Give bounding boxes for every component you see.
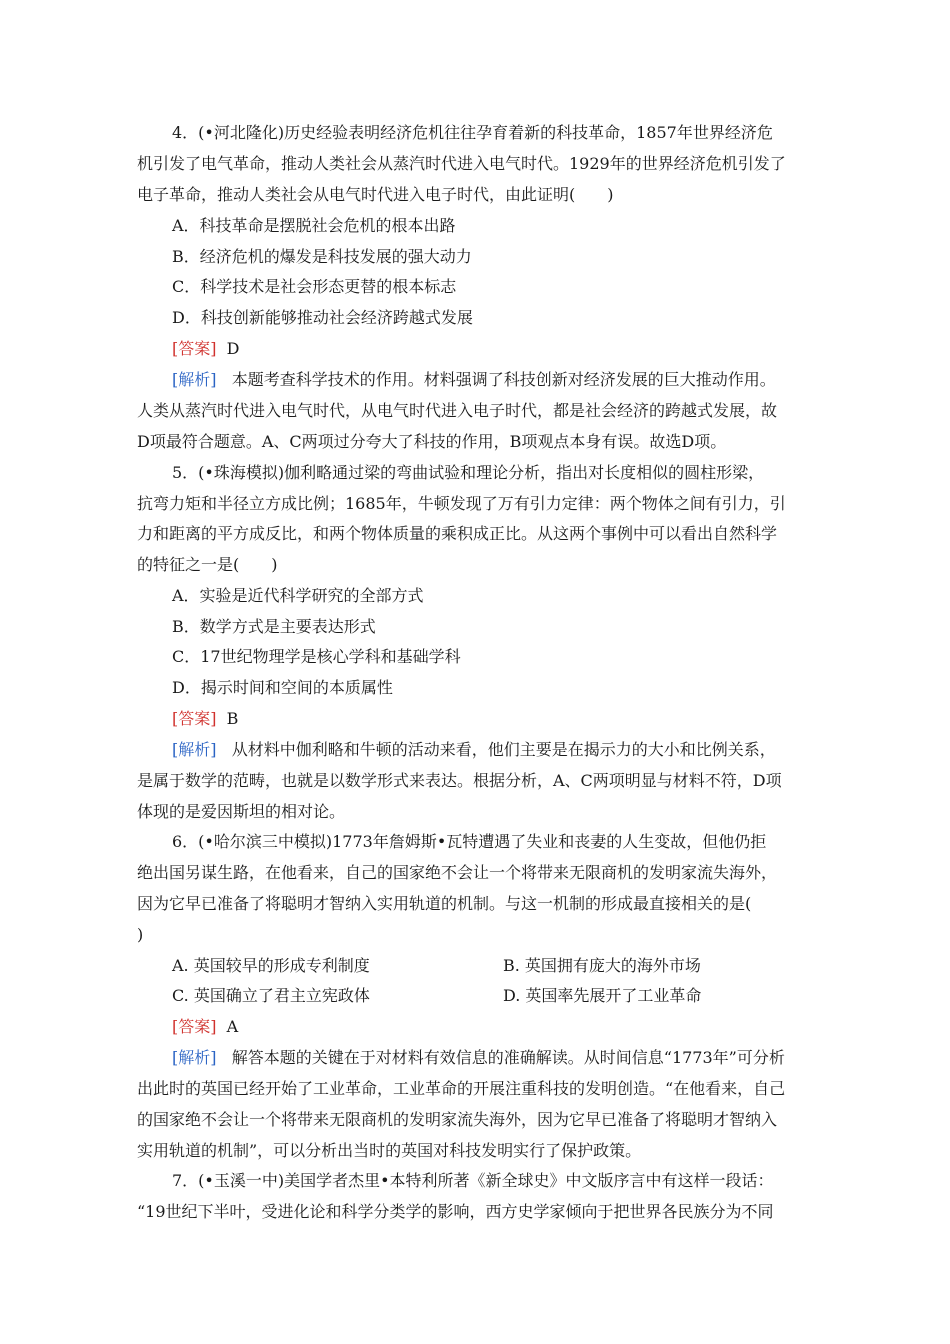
q5-stem-line-3: 力和距离的平方成反比，和两个物体质量的乘积成正比。从这两个事例中可以看出自然科学 xyxy=(137,524,778,543)
q6-analysis-line-4: 实用轨道的机制”，可以分析出当时的英国对科技发明实行了保护政策。 xyxy=(137,1141,642,1160)
q6-analysis-line-3: 的国家绝不会让一个将带来无限商机的发明家流失海外，因为它早已准备了将聪明才智纳入 xyxy=(137,1110,778,1129)
q4-option-b: B．经济危机的爆发是科技发展的强大动力 xyxy=(172,247,472,266)
answer-value: A xyxy=(226,1017,239,1036)
q4-answer xyxy=(172,338,816,360)
q4-option-c: C．科学技术是社会形态更替的根本标志 xyxy=(172,277,457,296)
q7-stem-line-1: 7．(•玉溪一中)美国学者杰里•本特利所著《新全球史》中文版序言中有这样一段话： xyxy=(172,1171,774,1190)
q4-stem-line-3: 电子革命，推动人类社会从电气时代进入电子时代，由此证明( ) xyxy=(137,185,614,204)
q5-option-d: D．揭示时间和空间的本质属性 xyxy=(172,678,393,697)
q4-analysis-line-3: D项最符合题意。A、C两项过分夸大了科技的作用，B项观点本身有误。故选D项。 xyxy=(137,432,727,451)
q6-stem-line-4: ) xyxy=(137,925,144,944)
q4-option-a: A．科技革命是摆脱社会危机的根本出路 xyxy=(172,216,456,235)
q6-option-d: D. 英国率先展开了工业革命 xyxy=(503,986,702,1005)
answer-label: [答案] xyxy=(172,1017,217,1036)
q4-option-d: D．科技创新能够推动社会经济跨越式发展 xyxy=(172,308,473,327)
q6-answer xyxy=(172,1016,816,1038)
analysis-label: [解析] xyxy=(172,370,217,389)
answer-label: [答案] xyxy=(172,339,217,358)
q5-analysis-line-3: 体现的是爱因斯坦的相对论。 xyxy=(137,802,346,821)
q5-option-c: C．17世纪物理学是核心学科和基础学科 xyxy=(172,647,461,666)
q5-answer xyxy=(172,708,816,730)
q5-option-b: B．数学方式是主要表达形式 xyxy=(172,617,376,636)
q5-analysis-line-2: 是属于数学的范畴，也就是以数学形式来表达。根据分析，A、C两项明显与材料不符，D项 xyxy=(137,771,782,790)
answer-label: [答案] xyxy=(172,709,217,728)
q6-analysis-line-1 xyxy=(172,1047,816,1069)
q5-analysis-line-1 xyxy=(172,739,816,761)
q5-stem-line-1: 5．(•珠海模拟)伽利略通过梁的弯曲试验和理论分析，指出对长度相似的圆柱形梁， xyxy=(172,463,765,482)
q6-stem-line-2: 绝出国另谋生路，在他看来，自己的国家绝不会让一个将带来无限商机的发明家流失海外， xyxy=(137,863,778,882)
analysis-label: [解析] xyxy=(172,740,217,759)
q4-stem-line-1: 4．(•河北隆化)历史经验表明经济危机往往孕育着新的科技革命，1857年世界经济危 xyxy=(172,123,773,142)
analysis-label: [解析] xyxy=(172,1048,217,1067)
answer-value: B xyxy=(226,709,239,728)
q6-stem-line-1: 6．(•哈尔滨三中模拟)1773年詹姆斯•瓦特遭遇了失业和丧妻的人生变故，但他仍拒 xyxy=(172,832,767,851)
q4-analysis-line-1 xyxy=(172,369,816,391)
analysis-text: 本题考查科学技术的作用。材料强调了科技创新对经济发展的巨大推动作用。 xyxy=(231,370,776,389)
q7-stem-line-2: “19世纪下半叶，受进化论和科学分类学的影响，西方史学家倾向于把世界各民族分为不同 xyxy=(137,1202,774,1221)
q5-stem-line-4: 的特征之一是( ) xyxy=(137,555,278,574)
analysis-text: 从材料中伽利略和牛顿的活动来看，他们主要是在揭示力的大小和比例关系， xyxy=(231,740,776,759)
q6-option-b: B. 英国拥有庞大的海外市场 xyxy=(503,956,701,975)
answer-value: D xyxy=(226,339,240,358)
q6-analysis-line-2: 出此时的英国已经开始了工业革命，工业革命的开展注重科技的发明创造。“在他看来，自己 xyxy=(137,1079,786,1098)
q5-stem-line-2: 抗弯力矩和半径立方成比例；1685年，牛顿发现了万有引力定律：两个物体之间有引力，引 xyxy=(137,494,786,513)
q6-option-c: C. 英国确立了君主立宪政体 xyxy=(172,986,370,1005)
q4-stem-line-2: 机引发了电气革命，推动人类社会从蒸汽时代进入电气时代。1929年的世界经济危机引发了 xyxy=(137,154,786,173)
analysis-text: 解答本题的关键在于对材料有效信息的准确解读。从时间信息“1773年”可分析 xyxy=(231,1048,785,1067)
q6-stem-line-3: 因为它早已准备了将聪明才智纳入实用轨道的机制。与这一机制的形成最直接相关的是( xyxy=(137,894,752,913)
q6-option-a: A. 英国较早的形成专利制度 xyxy=(172,956,370,975)
q5-option-a: A．实验是近代科学研究的全部方式 xyxy=(172,586,424,605)
q4-analysis-line-2: 人类从蒸汽时代进入电气时代，从电气时代进入电子时代，都是社会经济的跨越式发展，故 xyxy=(137,401,778,420)
